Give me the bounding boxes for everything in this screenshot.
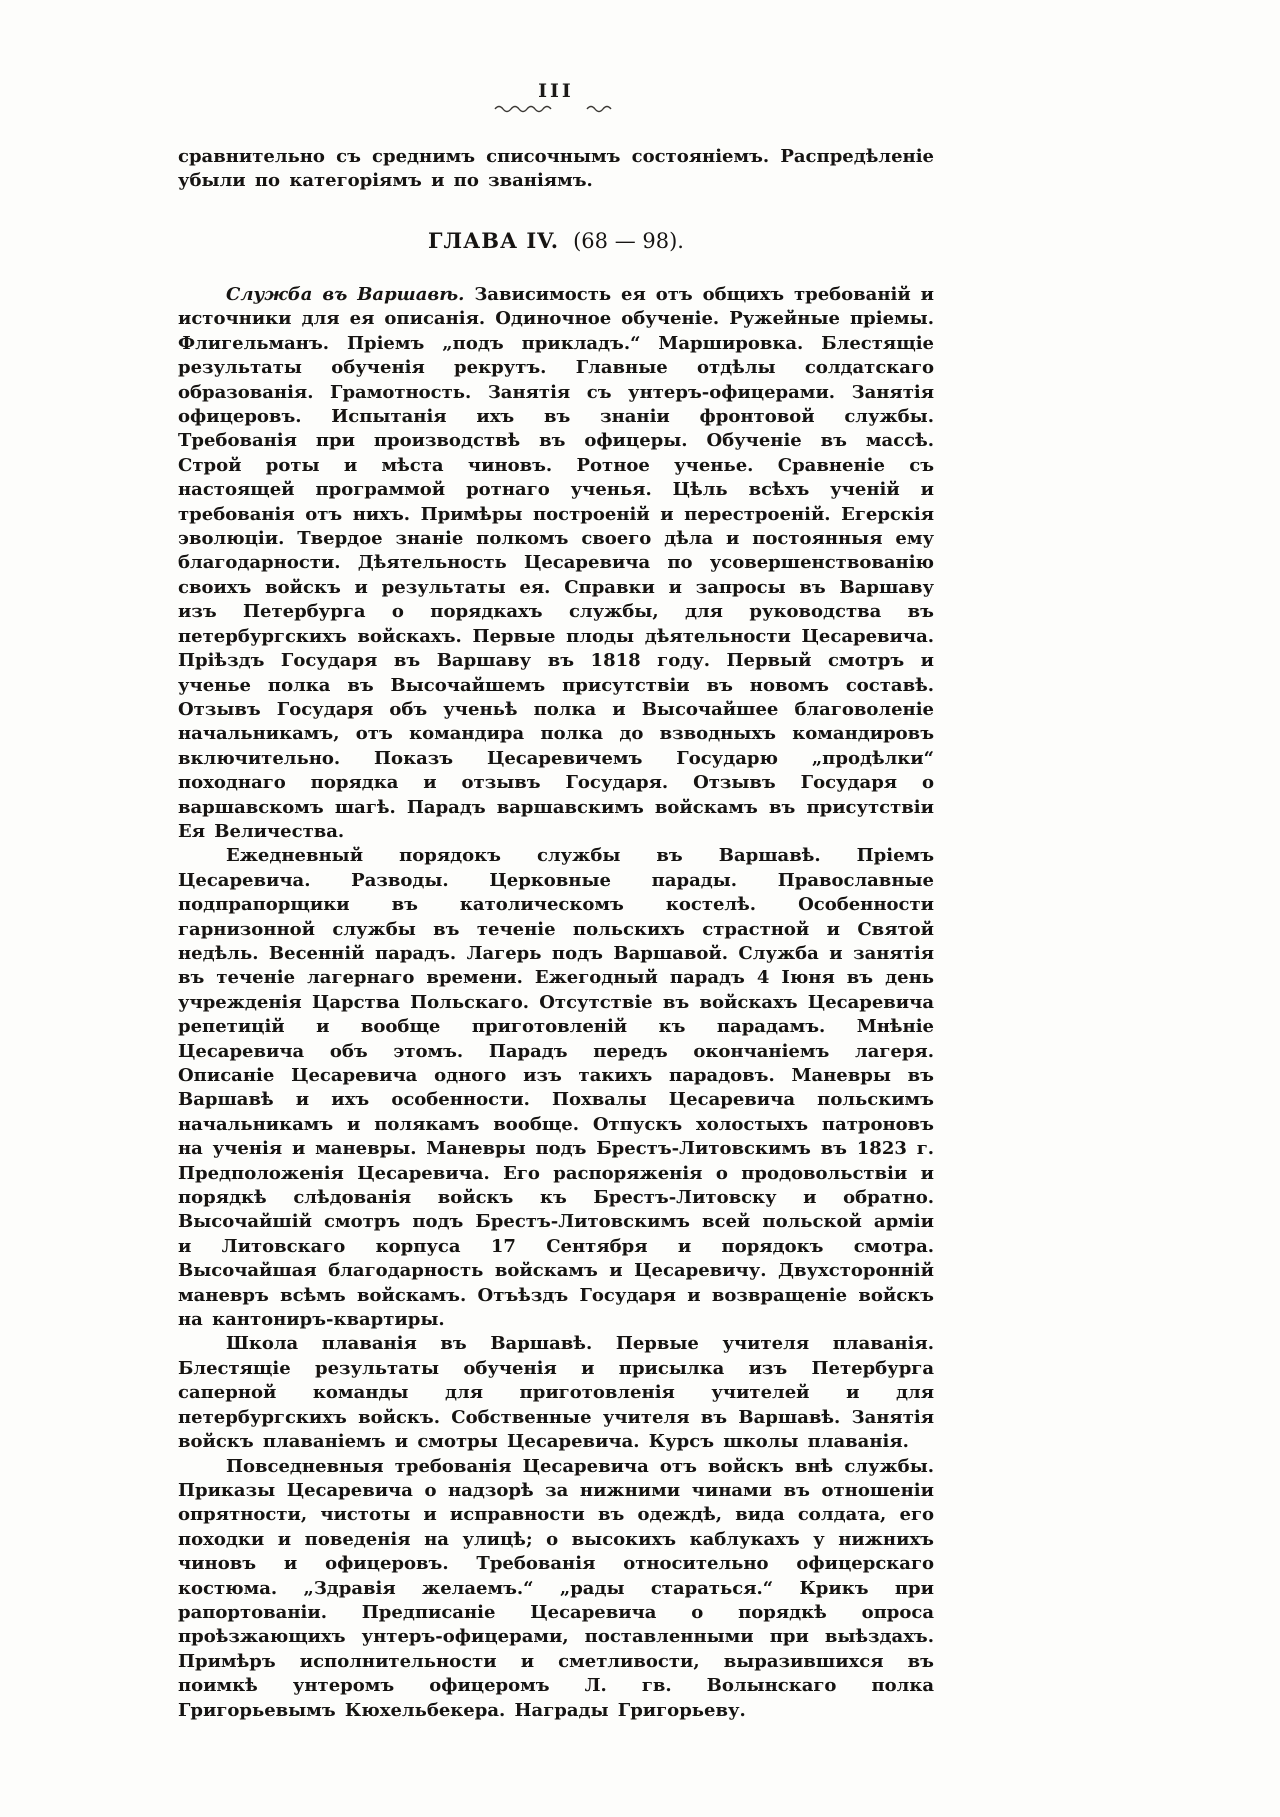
paragraph-lead: Служба въ Варшавѣ. xyxy=(226,284,465,305)
chapter-title: ГЛАВА IV. xyxy=(428,228,560,253)
header-ornament xyxy=(178,103,934,113)
summary-paragraph-3 xyxy=(178,1332,934,1454)
paragraph-text: Ежедневный порядокъ службы въ Варшавѣ. Пріемъ Цесаревича. Разводы. Церковные парады. Православные подпрапорщики въ католическомъ костелѣ. Особенности гарнизонной службы въ теченіе польскихъ страстной и Святой недѣль. Весенній парадъ. Лагерь подъ Варшавой. Служба и занятія въ теченіе лагернаго времени. Ежегодный парадъ 4 Іюня въ день учрежденія Царства Польскаго. Отсутствіе въ войскахъ Цесаревича репетицій и вообще приготовленій къ парадамъ. Мнѣніе Цесаревича объ этомъ. Парадъ передъ окончаніемъ лагеря. Описаніе Цесаревича одного изъ такихъ парадовъ. Маневры въ Варшавѣ и ихъ особенности. Похвалы Цесаревича польскимъ начальникамъ и полякамъ вообще. Отпускъ холостыхъ патроновъ на ученія и маневры. Маневры подъ Брестъ-Литовскимъ въ 1823 г. Предположенія Цесаревича. Его распоряженія о продовольствіи и порядкѣ слѣдованія войскъ къ Брестъ-Литовску и обратно. Высочайшій смотръ подъ Брестъ-Литовскимъ всей польской арміи и Литовскаго корпуса 17 Сентября и порядокъ смотра. Высочайшая благодарность войскамъ и Цесаревичу. Двухсторонній маневръ всѣмъ войскамъ. Отъѣздъ Государя и возвращеніе войскъ на кантониръ-квартиры. xyxy=(178,845,934,1331)
paragraph-text: Повседневныя требованія Цесаревича отъ войскъ внѣ службы. Приказы Цесаревича о надзорѣ за нижними чинами въ отношеніи опрятности, чистоты и исправности въ одеждѣ, вида солдата, его походки и поведенія на улицѣ; о высокихъ каблукахъ у нижнихъ чиновъ и офицеровъ. Требованія относительно офицерскаго костюма. „Здравія желаемъ.“ „рады стараться.“ Крикъ при рапортованіи. Предписаніе Цесаревича о порядкѣ опроса проѣзжающихъ унтеръ-офицерами, поставленными при выѣздахъ. Примѣръ исполнительности и сметливости, выразившихся въ поимкѣ унтеромъ офицеромъ Л. гв. Волынскаго полка Григорьевымъ Кюхельбекера. Награды Григорьеву. xyxy=(178,1455,934,1721)
summary-paragraph-2 xyxy=(178,844,934,1332)
page-number: III xyxy=(538,80,574,102)
chapter-heading xyxy=(178,229,934,253)
page-content xyxy=(178,80,934,1723)
summary-paragraph-1 xyxy=(178,283,934,844)
squiggle-ornament-icon xyxy=(491,103,621,113)
chapter-summary xyxy=(178,283,934,1723)
continuation-paragraph: сравнительно съ среднимъ списочнымъ состояніемъ. Распредѣленіе убыли по категоріямъ и по званіямъ. xyxy=(178,146,934,191)
summary-paragraph-4 xyxy=(178,1455,934,1723)
paragraph-text: Зависимость ея отъ общихъ требованій и источники для ея описанія. Одиночное обученіе. Ружейные пріемы. Флигельманъ. Пріемъ „подъ прикладъ.“ Маршировка. Блестящіе результаты обученія рекрутъ. Главные отдѣлы солдатскаго образованія. Грамотность. Занятія съ унтеръ-офицерами. Занятія офицеровъ. Испытанія ихъ въ знаніи фронтовой службы. Требованія при производствѣ въ офицеры. Обученіе въ массѣ. Строй роты и мѣста чиновъ. Ротное ученье. Сравненіе съ настоящей программой ротнаго ученья. Цѣль всѣхъ ученій и требованія отъ нихъ. Примѣры построеній и перестроеній. Егерскія эволюціи. Твердое знаніе полкомъ своего дѣла и постоянныя ему благодарности. Дѣятельность Цесаревича по усовершенствованію своихъ войскъ и результаты ея. Справки и запросы въ Варшаву изъ Петербурга о порядкахъ службы, для руководства въ петербургскихъ войскахъ. Первые плоды дѣятельности Цесаревича. Пріѣздъ Государя въ Варшаву въ 1818 году. Первый смотръ и ученье полка въ Высочайшемъ присутствіи въ новомъ составѣ. Отзывъ Государя объ ученьѣ полка и Высочайшее благоволеніе начальникамъ, отъ командира полка до взводныхъ командировъ включительно. Показъ Цесаревичемъ Государю „продѣлки“ походнаго порядка и отзывъ Государя. Отзывъ Государя о варшавскомъ шагѣ. Парадъ варшавскимъ войскамъ въ присутствіи Ея Величества. xyxy=(178,284,934,842)
chapter-page-range: (68 — 98). xyxy=(573,229,684,253)
paragraph-text: Школа плаванія въ Варшавѣ. Первые учителя плаванія. Блестящіе результаты обученія и присылка изъ Петербурга саперной команды для приготовленія учителей и для петербургскихъ войскъ. Собственные учителя въ Варшавѣ. Занятія войскъ плаваніемъ и смотры Цесаревича. Курсъ школы плаванія. xyxy=(178,1333,934,1453)
